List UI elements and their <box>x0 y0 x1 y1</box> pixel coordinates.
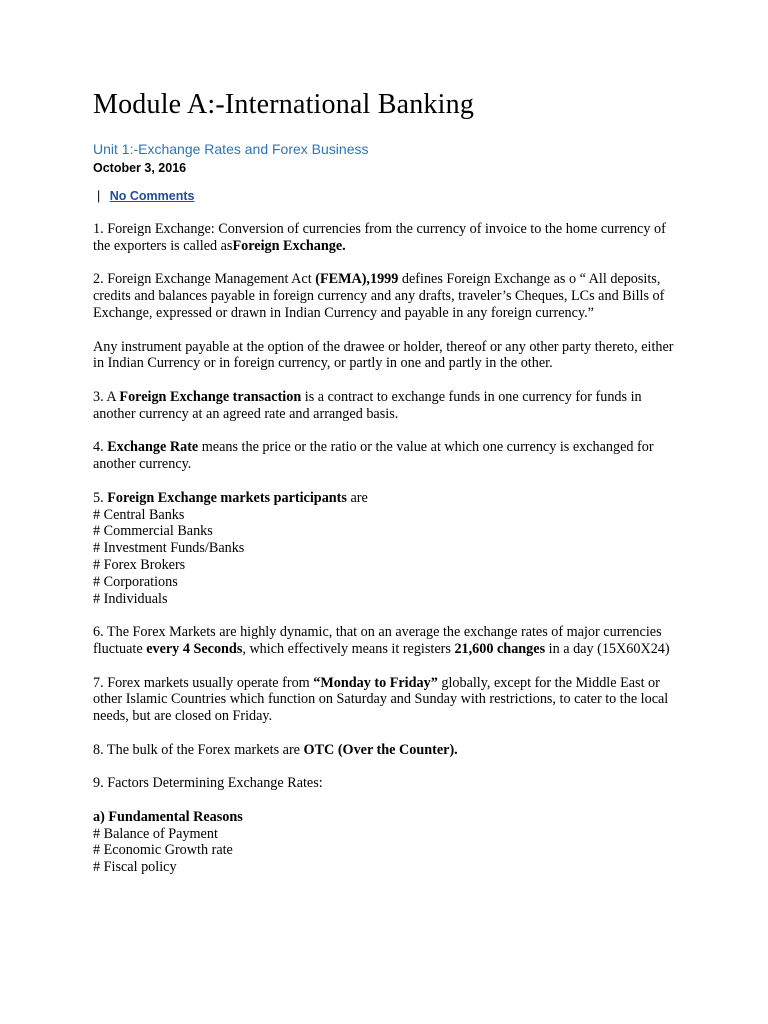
paragraph-5 <box>93 439 676 473</box>
p6-text-c: are <box>346 489 368 506</box>
p7-bold-a: every 4 Seconds <box>146 640 243 657</box>
p5-text-c: means the price or the ratio or the value at which one currency is exchanged for another currency. <box>93 439 654 473</box>
p7-text-c: , which effectively means it registers <box>242 640 455 657</box>
paragraph-3: Any instrument payable at the option of the drawee or holder, thereof or any other party thereto, either in Indian Currency or in foreign currency, or partly in one and partly in the other. <box>93 338 674 372</box>
p9-text-a: 8. The bulk of the Forex markets are <box>93 741 304 758</box>
p8-text-c: globally, except for the Middle East or other Islamic Countries which function on Saturday and Sunday with restrictions, to cater to the local needs, but are closed on Friday. <box>93 674 669 725</box>
p7-bold-b: 21,600 changes <box>454 640 546 657</box>
paragraph-11 <box>93 809 676 876</box>
list-item: # Individuals <box>93 590 168 607</box>
p2-text-a: 2. Foreign Exchange Management Act <box>93 271 316 288</box>
list-item: # Commercial Banks <box>93 523 213 540</box>
list-item: # Central Banks <box>93 506 185 523</box>
paragraph-9 <box>93 742 676 759</box>
fundamental-reasons-heading: a) Fundamental Reasons <box>93 808 243 825</box>
paragraph-1 <box>93 221 676 255</box>
paragraph-7 <box>93 624 676 658</box>
p5-bold: Exchange Rate <box>107 439 199 456</box>
no-comments-link[interactable]: No Comments <box>109 189 195 203</box>
paragraph-4 <box>93 389 676 423</box>
p7-text-e: in a day (15X60X24) <box>545 640 670 657</box>
list-item: # Fiscal policy <box>93 859 177 876</box>
p7-text-a: 6. The Forex Markets are highly dynamic, that on an average the exchange rates of major currencies fluctuate <box>93 624 662 657</box>
p6-bold: Foreign Exchange markets participants <box>107 489 347 506</box>
p6-text-a: 5. <box>93 489 108 506</box>
p1-text: 1. Foreign Exchange: Conversion of currencies from the currency of invoice to the home currency of the exporters is called as <box>93 221 666 254</box>
meta-separator: | <box>97 189 101 203</box>
paragraph-6 <box>93 490 676 608</box>
post-date: October 3, 2016 <box>93 161 187 175</box>
p4-bold: Foreign Exchange transaction <box>119 388 302 405</box>
p4-text-c: is a contract to exchange funds in one currency for funds in another currency at an agreed rate and arranged basis. <box>93 388 642 422</box>
p8-text-a: 7. Forex markets usually operate from <box>93 674 314 691</box>
unit-subtitle: Unit 1:-Exchange Rates and Forex Business <box>93 141 369 157</box>
p4-text-a: 3. A <box>93 388 120 405</box>
p2-text-c: defines Foreign Exchange as o “ All deposits, credits and balances payable in foreign currency and any drafts, traveler’s Cheques, LCs and Bills of Exchange, expressed or drawn in Indian Currency and payable in any foreign currency.” <box>93 271 665 321</box>
list-item: # Balance of Payment <box>93 825 218 842</box>
list-item: # Economic Growth rate <box>93 842 233 859</box>
list-item: # Corporations <box>93 573 178 590</box>
p9-bold: OTC (Over the Counter). <box>303 741 458 758</box>
paragraph-8 <box>93 675 676 725</box>
article-body <box>93 221 676 876</box>
p1-bold: Foreign Exchange. <box>232 237 346 254</box>
p2-bold: (FEMA),1999 <box>315 271 399 288</box>
post-meta <box>93 188 676 204</box>
page-title: Module A:-International Banking <box>93 89 475 120</box>
p8-bold: “Monday to Friday” <box>313 674 438 691</box>
paragraph-2 <box>93 271 676 321</box>
paragraph-10: 9. Factors Determining Exchange Rates: <box>93 775 323 792</box>
list-item: # Investment Funds/Banks <box>93 540 245 557</box>
list-item: # Forex Brokers <box>93 556 186 573</box>
p5-text-a: 4. <box>93 439 108 456</box>
